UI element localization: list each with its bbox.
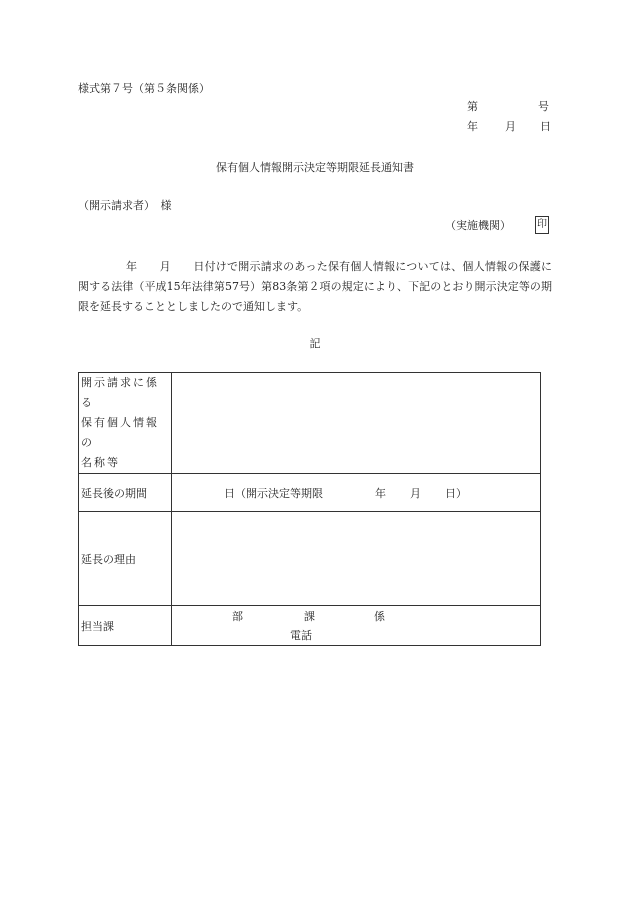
- label-responsible-section: 担当課: [79, 606, 172, 646]
- value-extension-reason: [172, 512, 541, 606]
- date-day: 日: [540, 120, 551, 133]
- addressee: （開示請求者） 様: [78, 199, 172, 212]
- value-responsible-section: [172, 606, 541, 646]
- document-title: 保有個人情報開示決定等期限延長通知書: [216, 161, 414, 174]
- doc-number-suffix: 号: [538, 100, 549, 113]
- value-requested-info: [172, 373, 541, 474]
- form-number: 様式第７号（第５条関係）: [78, 82, 210, 95]
- doc-number-label: 第: [467, 100, 478, 113]
- period-year: 年: [375, 487, 386, 500]
- table-row: [79, 474, 541, 512]
- label-requested-info: [79, 373, 172, 474]
- label-extended-period: 延長後の期間: [79, 474, 172, 512]
- period-dayend: 日）: [445, 487, 467, 500]
- label-line: 名称等: [81, 456, 120, 469]
- value-extended-period: [172, 474, 541, 512]
- table-row: [79, 512, 541, 606]
- seal-box: 印: [535, 216, 549, 234]
- date-month: 月: [505, 120, 516, 133]
- agency-name: （実施機関）: [445, 219, 511, 232]
- period-month: 月: [410, 487, 421, 500]
- date-year: 年: [467, 120, 478, 133]
- details-table: [78, 372, 541, 646]
- ki-heading: 記: [309, 337, 321, 350]
- section-kakari: 係: [374, 610, 385, 623]
- table-row: [79, 606, 541, 646]
- label-line: 保有個人情報の: [81, 416, 159, 449]
- section-phone: 電話: [290, 629, 312, 642]
- section-bu: 部: [232, 610, 243, 623]
- table-row: [79, 373, 541, 474]
- label-line: 開示請求に係る: [81, 376, 159, 409]
- section-ka: 課: [304, 610, 315, 623]
- notice-body: 年 月 日付けで開示請求のあった保有個人情報については、個人情報の保護に関する法律（平成15年法律第57号）第83条第２項の規定により、下記のとおり開示決定等の期限を延長することとしましたので通知します。: [78, 260, 552, 313]
- label-extension-reason: 延長の理由: [79, 512, 172, 606]
- period-day: 日（開示決定等期限: [224, 487, 323, 500]
